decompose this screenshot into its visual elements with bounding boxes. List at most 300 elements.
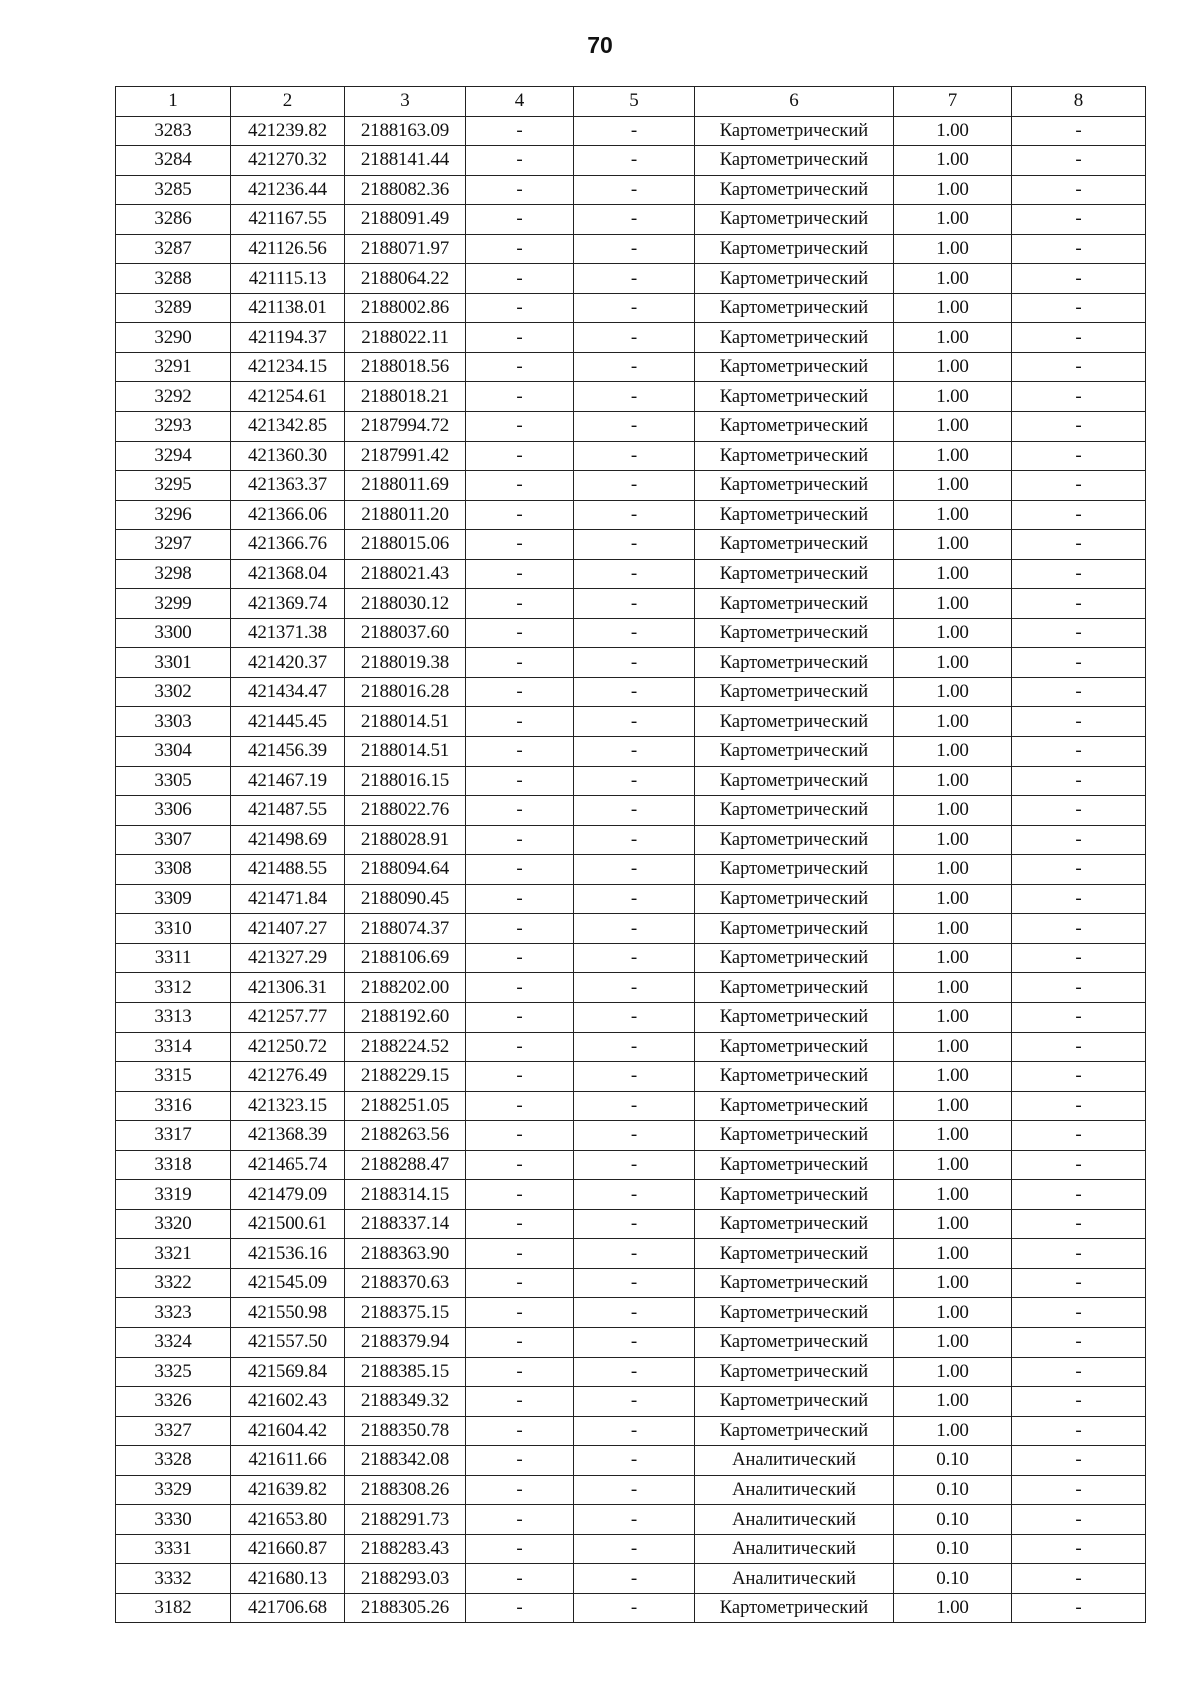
- point-number-cell: 3304: [116, 737, 231, 767]
- x-coordinate-cell: 421366.76: [231, 530, 345, 560]
- point-number-cell: 3312: [116, 973, 231, 1003]
- accuracy-cell: 0.10: [894, 1534, 1012, 1564]
- x-coordinate-cell: 421368.04: [231, 559, 345, 589]
- table-row: [116, 1416, 1146, 1446]
- column-4-cell: -: [466, 1209, 574, 1239]
- table-row: [116, 1593, 1146, 1623]
- column-5-cell: -: [574, 766, 695, 796]
- method-cell: Картометрический: [695, 1387, 894, 1417]
- column-4-cell: -: [466, 500, 574, 530]
- point-number-cell: 3291: [116, 352, 231, 382]
- coordinates-table: [115, 86, 1146, 1623]
- y-coordinate-cell: 2188018.56: [345, 352, 466, 382]
- accuracy-cell: 1.00: [894, 766, 1012, 796]
- column-5-cell: -: [574, 589, 695, 619]
- column-5-cell: -: [574, 1534, 695, 1564]
- table-row: [116, 1505, 1146, 1535]
- table-row: [116, 1002, 1146, 1032]
- accuracy-cell: 1.00: [894, 707, 1012, 737]
- column-5-cell: -: [574, 1121, 695, 1151]
- x-coordinate-cell: 421115.13: [231, 264, 345, 294]
- column-5-cell: -: [574, 1298, 695, 1328]
- point-number-cell: 3311: [116, 943, 231, 973]
- table-row: [116, 471, 1146, 501]
- table-row: [116, 146, 1146, 176]
- table-row: [116, 707, 1146, 737]
- method-cell: Картометрический: [695, 707, 894, 737]
- column-4-cell: -: [466, 530, 574, 560]
- y-coordinate-cell: 2188141.44: [345, 146, 466, 176]
- table-row: [116, 116, 1146, 146]
- column-8-cell: -: [1012, 766, 1146, 796]
- column-5-cell: -: [574, 234, 695, 264]
- table-row: [116, 737, 1146, 767]
- point-number-cell: 3287: [116, 234, 231, 264]
- column-4-cell: -: [466, 471, 574, 501]
- accuracy-cell: 1.00: [894, 884, 1012, 914]
- y-coordinate-cell: 2188283.43: [345, 1534, 466, 1564]
- table-row: [116, 884, 1146, 914]
- table-row: [116, 352, 1146, 382]
- table-row: [116, 1564, 1146, 1594]
- method-cell: Картометрический: [695, 116, 894, 146]
- y-coordinate-cell: 2188014.51: [345, 707, 466, 737]
- column-header: 8: [1012, 87, 1146, 117]
- accuracy-cell: 1.00: [894, 677, 1012, 707]
- column-8-cell: -: [1012, 884, 1146, 914]
- accuracy-cell: 1.00: [894, 618, 1012, 648]
- column-4-cell: -: [466, 1593, 574, 1623]
- method-cell: Картометрический: [695, 1209, 894, 1239]
- y-coordinate-cell: 2188293.03: [345, 1564, 466, 1594]
- point-number-cell: 3321: [116, 1239, 231, 1269]
- method-cell: Картометрический: [695, 1416, 894, 1446]
- point-number-cell: 3322: [116, 1268, 231, 1298]
- x-coordinate-cell: 421407.27: [231, 914, 345, 944]
- column-8-cell: -: [1012, 914, 1146, 944]
- method-cell: Картометрический: [695, 471, 894, 501]
- method-cell: Картометрический: [695, 1150, 894, 1180]
- column-8-cell: -: [1012, 500, 1146, 530]
- column-5-cell: -: [574, 648, 695, 678]
- accuracy-cell: 1.00: [894, 1416, 1012, 1446]
- method-cell: Картометрический: [695, 352, 894, 382]
- table-row: [116, 412, 1146, 442]
- x-coordinate-cell: 421653.80: [231, 1505, 345, 1535]
- x-coordinate-cell: 421371.38: [231, 618, 345, 648]
- accuracy-cell: 0.10: [894, 1475, 1012, 1505]
- column-8-cell: -: [1012, 1446, 1146, 1476]
- point-number-cell: 3289: [116, 293, 231, 323]
- y-coordinate-cell: 2188379.94: [345, 1327, 466, 1357]
- column-8-cell: -: [1012, 707, 1146, 737]
- point-number-cell: 3306: [116, 796, 231, 826]
- y-coordinate-cell: 2188022.11: [345, 323, 466, 353]
- accuracy-cell: 0.10: [894, 1446, 1012, 1476]
- accuracy-cell: 1.00: [894, 146, 1012, 176]
- column-4-cell: -: [466, 589, 574, 619]
- point-number-cell: 3318: [116, 1150, 231, 1180]
- y-coordinate-cell: 2188337.14: [345, 1209, 466, 1239]
- column-5-cell: -: [574, 707, 695, 737]
- y-coordinate-cell: 2188071.97: [345, 234, 466, 264]
- accuracy-cell: 1.00: [894, 943, 1012, 973]
- method-cell: Картометрический: [695, 825, 894, 855]
- point-number-cell: 3292: [116, 382, 231, 412]
- x-coordinate-cell: 421471.84: [231, 884, 345, 914]
- x-coordinate-cell: 421327.29: [231, 943, 345, 973]
- table-row: [116, 943, 1146, 973]
- y-coordinate-cell: 2188202.00: [345, 973, 466, 1003]
- column-4-cell: -: [466, 412, 574, 442]
- column-header: 7: [894, 87, 1012, 117]
- method-cell: Картометрический: [695, 412, 894, 442]
- column-8-cell: -: [1012, 1298, 1146, 1328]
- column-8-cell: -: [1012, 205, 1146, 235]
- column-5-cell: -: [574, 530, 695, 560]
- table-row: [116, 264, 1146, 294]
- y-coordinate-cell: 2188018.21: [345, 382, 466, 412]
- x-coordinate-cell: 421557.50: [231, 1327, 345, 1357]
- method-cell: Картометрический: [695, 1239, 894, 1269]
- accuracy-cell: 1.00: [894, 1062, 1012, 1092]
- column-8-cell: -: [1012, 1593, 1146, 1623]
- column-8-cell: -: [1012, 1209, 1146, 1239]
- method-cell: Аналитический: [695, 1505, 894, 1535]
- table-row: [116, 648, 1146, 678]
- accuracy-cell: 1.00: [894, 1268, 1012, 1298]
- column-5-cell: -: [574, 1091, 695, 1121]
- column-5-cell: -: [574, 1416, 695, 1446]
- table-row: [116, 973, 1146, 1003]
- column-8-cell: -: [1012, 1327, 1146, 1357]
- column-header: 1: [116, 87, 231, 117]
- column-4-cell: -: [466, 855, 574, 885]
- accuracy-cell: 1.00: [894, 648, 1012, 678]
- column-5-cell: -: [574, 116, 695, 146]
- accuracy-cell: 1.00: [894, 1387, 1012, 1417]
- column-8-cell: -: [1012, 943, 1146, 973]
- table-row: [116, 796, 1146, 826]
- column-5-cell: -: [574, 1062, 695, 1092]
- accuracy-cell: 1.00: [894, 116, 1012, 146]
- accuracy-cell: 1.00: [894, 1002, 1012, 1032]
- y-coordinate-cell: 2188263.56: [345, 1121, 466, 1151]
- y-coordinate-cell: 2188314.15: [345, 1180, 466, 1210]
- column-4-cell: -: [466, 648, 574, 678]
- method-cell: Картометрический: [695, 766, 894, 796]
- x-coordinate-cell: 421434.47: [231, 677, 345, 707]
- column-4-cell: -: [466, 618, 574, 648]
- point-number-cell: 3295: [116, 471, 231, 501]
- column-4-cell: -: [466, 914, 574, 944]
- accuracy-cell: 1.00: [894, 1239, 1012, 1269]
- table-row: [116, 618, 1146, 648]
- table-row: [116, 766, 1146, 796]
- accuracy-cell: 1.00: [894, 471, 1012, 501]
- x-coordinate-cell: 421604.42: [231, 1416, 345, 1446]
- y-coordinate-cell: 2188019.38: [345, 648, 466, 678]
- method-cell: Картометрический: [695, 677, 894, 707]
- y-coordinate-cell: 2188037.60: [345, 618, 466, 648]
- column-4-cell: -: [466, 1446, 574, 1476]
- column-8-cell: -: [1012, 175, 1146, 205]
- column-header: 5: [574, 87, 695, 117]
- column-8-cell: -: [1012, 1239, 1146, 1269]
- method-cell: Картометрический: [695, 618, 894, 648]
- column-8-cell: -: [1012, 234, 1146, 264]
- y-coordinate-cell: 2188028.91: [345, 825, 466, 855]
- y-coordinate-cell: 2188015.06: [345, 530, 466, 560]
- x-coordinate-cell: 421360.30: [231, 441, 345, 471]
- x-coordinate-cell: 421465.74: [231, 1150, 345, 1180]
- accuracy-cell: 1.00: [894, 1180, 1012, 1210]
- column-8-cell: -: [1012, 648, 1146, 678]
- point-number-cell: 3313: [116, 1002, 231, 1032]
- accuracy-cell: 1.00: [894, 1593, 1012, 1623]
- x-coordinate-cell: 421194.37: [231, 323, 345, 353]
- point-number-cell: 3324: [116, 1327, 231, 1357]
- column-5-cell: -: [574, 1209, 695, 1239]
- column-8-cell: -: [1012, 1416, 1146, 1446]
- accuracy-cell: 1.00: [894, 441, 1012, 471]
- method-cell: Картометрический: [695, 943, 894, 973]
- column-8-cell: -: [1012, 530, 1146, 560]
- table-row: [116, 1446, 1146, 1476]
- column-5-cell: -: [574, 973, 695, 1003]
- column-5-cell: -: [574, 471, 695, 501]
- column-4-cell: -: [466, 1387, 574, 1417]
- column-5-cell: -: [574, 618, 695, 648]
- point-number-cell: 3300: [116, 618, 231, 648]
- column-4-cell: -: [466, 323, 574, 353]
- column-5-cell: -: [574, 677, 695, 707]
- x-coordinate-cell: 421366.06: [231, 500, 345, 530]
- y-coordinate-cell: 2188091.49: [345, 205, 466, 235]
- point-number-cell: 3301: [116, 648, 231, 678]
- table-body: [116, 116, 1146, 1623]
- column-4-cell: -: [466, 1505, 574, 1535]
- accuracy-cell: 1.00: [894, 1209, 1012, 1239]
- column-8-cell: -: [1012, 796, 1146, 826]
- method-cell: Картометрический: [695, 1091, 894, 1121]
- column-8-cell: -: [1012, 1475, 1146, 1505]
- column-8-cell: -: [1012, 1062, 1146, 1092]
- accuracy-cell: 0.10: [894, 1505, 1012, 1535]
- accuracy-cell: 1.00: [894, 293, 1012, 323]
- table-row: [116, 500, 1146, 530]
- y-coordinate-cell: 2188349.32: [345, 1387, 466, 1417]
- point-number-cell: 3326: [116, 1387, 231, 1417]
- accuracy-cell: 1.00: [894, 589, 1012, 619]
- column-4-cell: -: [466, 884, 574, 914]
- point-number-cell: 3314: [116, 1032, 231, 1062]
- table-row: [116, 382, 1146, 412]
- table-row: [116, 825, 1146, 855]
- column-8-cell: -: [1012, 471, 1146, 501]
- column-5-cell: -: [574, 1505, 695, 1535]
- column-5-cell: -: [574, 737, 695, 767]
- point-number-cell: 3302: [116, 677, 231, 707]
- column-4-cell: -: [466, 737, 574, 767]
- column-8-cell: -: [1012, 1268, 1146, 1298]
- method-cell: Картометрический: [695, 1121, 894, 1151]
- column-5-cell: -: [574, 1593, 695, 1623]
- accuracy-cell: 1.00: [894, 352, 1012, 382]
- y-coordinate-cell: 2188030.12: [345, 589, 466, 619]
- y-coordinate-cell: 2188064.22: [345, 264, 466, 294]
- table-row: [116, 1121, 1146, 1151]
- table-row: [116, 1357, 1146, 1387]
- method-cell: Картометрический: [695, 737, 894, 767]
- y-coordinate-cell: 2188342.08: [345, 1446, 466, 1476]
- column-4-cell: -: [466, 1416, 574, 1446]
- column-5-cell: -: [574, 1150, 695, 1180]
- x-coordinate-cell: 421276.49: [231, 1062, 345, 1092]
- column-8-cell: -: [1012, 1150, 1146, 1180]
- point-number-cell: 3320: [116, 1209, 231, 1239]
- method-cell: Картометрический: [695, 264, 894, 294]
- table-row: [116, 1091, 1146, 1121]
- column-5-cell: -: [574, 1327, 695, 1357]
- column-5-cell: -: [574, 884, 695, 914]
- column-5-cell: -: [574, 855, 695, 885]
- column-5-cell: -: [574, 293, 695, 323]
- x-coordinate-cell: 421250.72: [231, 1032, 345, 1062]
- column-4-cell: -: [466, 1180, 574, 1210]
- point-number-cell: 3323: [116, 1298, 231, 1328]
- accuracy-cell: 1.00: [894, 234, 1012, 264]
- point-number-cell: 3293: [116, 412, 231, 442]
- accuracy-cell: 1.00: [894, 382, 1012, 412]
- accuracy-cell: 1.00: [894, 205, 1012, 235]
- method-cell: Картометрический: [695, 441, 894, 471]
- column-4-cell: -: [466, 175, 574, 205]
- column-5-cell: -: [574, 1387, 695, 1417]
- method-cell: Картометрический: [695, 1062, 894, 1092]
- column-4-cell: -: [466, 1032, 574, 1062]
- column-4-cell: -: [466, 1062, 574, 1092]
- column-8-cell: -: [1012, 1357, 1146, 1387]
- column-5-cell: -: [574, 1268, 695, 1298]
- column-4-cell: -: [466, 1239, 574, 1269]
- accuracy-cell: 1.00: [894, 500, 1012, 530]
- x-coordinate-cell: 421550.98: [231, 1298, 345, 1328]
- y-coordinate-cell: 2187994.72: [345, 412, 466, 442]
- table-row: [116, 323, 1146, 353]
- y-coordinate-cell: 2188363.90: [345, 1239, 466, 1269]
- column-5-cell: -: [574, 1032, 695, 1062]
- table-row: [116, 1239, 1146, 1269]
- y-coordinate-cell: 2188163.09: [345, 116, 466, 146]
- method-cell: Аналитический: [695, 1564, 894, 1594]
- point-number-cell: 3286: [116, 205, 231, 235]
- point-number-cell: 3317: [116, 1121, 231, 1151]
- column-8-cell: -: [1012, 1534, 1146, 1564]
- column-8-cell: -: [1012, 1091, 1146, 1121]
- column-5-cell: -: [574, 1239, 695, 1269]
- column-5-cell: -: [574, 796, 695, 826]
- x-coordinate-cell: 421660.87: [231, 1534, 345, 1564]
- point-number-cell: 3298: [116, 559, 231, 589]
- table-row: [116, 1062, 1146, 1092]
- method-cell: Картометрический: [695, 914, 894, 944]
- y-coordinate-cell: 2188224.52: [345, 1032, 466, 1062]
- x-coordinate-cell: 421602.43: [231, 1387, 345, 1417]
- point-number-cell: 3296: [116, 500, 231, 530]
- column-4-cell: -: [466, 1534, 574, 1564]
- accuracy-cell: 1.00: [894, 412, 1012, 442]
- column-4-cell: -: [466, 825, 574, 855]
- point-number-cell: 3316: [116, 1091, 231, 1121]
- accuracy-cell: 1.00: [894, 1150, 1012, 1180]
- method-cell: Картометрический: [695, 1298, 894, 1328]
- y-coordinate-cell: 2188022.76: [345, 796, 466, 826]
- table-row: [116, 1387, 1146, 1417]
- column-5-cell: -: [574, 825, 695, 855]
- column-5-cell: -: [574, 1357, 695, 1387]
- column-5-cell: -: [574, 1564, 695, 1594]
- point-number-cell: 3325: [116, 1357, 231, 1387]
- y-coordinate-cell: 2188192.60: [345, 1002, 466, 1032]
- column-5-cell: -: [574, 441, 695, 471]
- column-4-cell: -: [466, 146, 574, 176]
- y-coordinate-cell: 2188370.63: [345, 1268, 466, 1298]
- column-8-cell: -: [1012, 1002, 1146, 1032]
- x-coordinate-cell: 421234.15: [231, 352, 345, 382]
- point-number-cell: 3297: [116, 530, 231, 560]
- column-8-cell: -: [1012, 973, 1146, 1003]
- method-cell: Картометрический: [695, 973, 894, 1003]
- accuracy-cell: 1.00: [894, 530, 1012, 560]
- table-row: [116, 1268, 1146, 1298]
- x-coordinate-cell: 421487.55: [231, 796, 345, 826]
- method-cell: Картометрический: [695, 323, 894, 353]
- y-coordinate-cell: 2188011.20: [345, 500, 466, 530]
- method-cell: Картометрический: [695, 1327, 894, 1357]
- column-8-cell: -: [1012, 1032, 1146, 1062]
- method-cell: Картометрический: [695, 559, 894, 589]
- point-number-cell: 3329: [116, 1475, 231, 1505]
- accuracy-cell: 1.00: [894, 264, 1012, 294]
- point-number-cell: 3288: [116, 264, 231, 294]
- accuracy-cell: 1.00: [894, 737, 1012, 767]
- table-row: [116, 559, 1146, 589]
- method-cell: Картометрический: [695, 234, 894, 264]
- x-coordinate-cell: 421270.32: [231, 146, 345, 176]
- table-row: [116, 205, 1146, 235]
- table-row: [116, 855, 1146, 885]
- column-5-cell: -: [574, 382, 695, 412]
- y-coordinate-cell: 2188094.64: [345, 855, 466, 885]
- column-4-cell: -: [466, 441, 574, 471]
- point-number-cell: 3305: [116, 766, 231, 796]
- accuracy-cell: 1.00: [894, 1032, 1012, 1062]
- y-coordinate-cell: 2188090.45: [345, 884, 466, 914]
- column-5-cell: -: [574, 205, 695, 235]
- column-5-cell: -: [574, 264, 695, 294]
- x-coordinate-cell: 421342.85: [231, 412, 345, 442]
- column-8-cell: -: [1012, 441, 1146, 471]
- column-4-cell: -: [466, 1268, 574, 1298]
- x-coordinate-cell: 421323.15: [231, 1091, 345, 1121]
- column-8-cell: -: [1012, 618, 1146, 648]
- point-number-cell: 3299: [116, 589, 231, 619]
- y-coordinate-cell: 2188308.26: [345, 1475, 466, 1505]
- method-cell: Картометрический: [695, 1357, 894, 1387]
- accuracy-cell: 1.00: [894, 1357, 1012, 1387]
- x-coordinate-cell: 421479.09: [231, 1180, 345, 1210]
